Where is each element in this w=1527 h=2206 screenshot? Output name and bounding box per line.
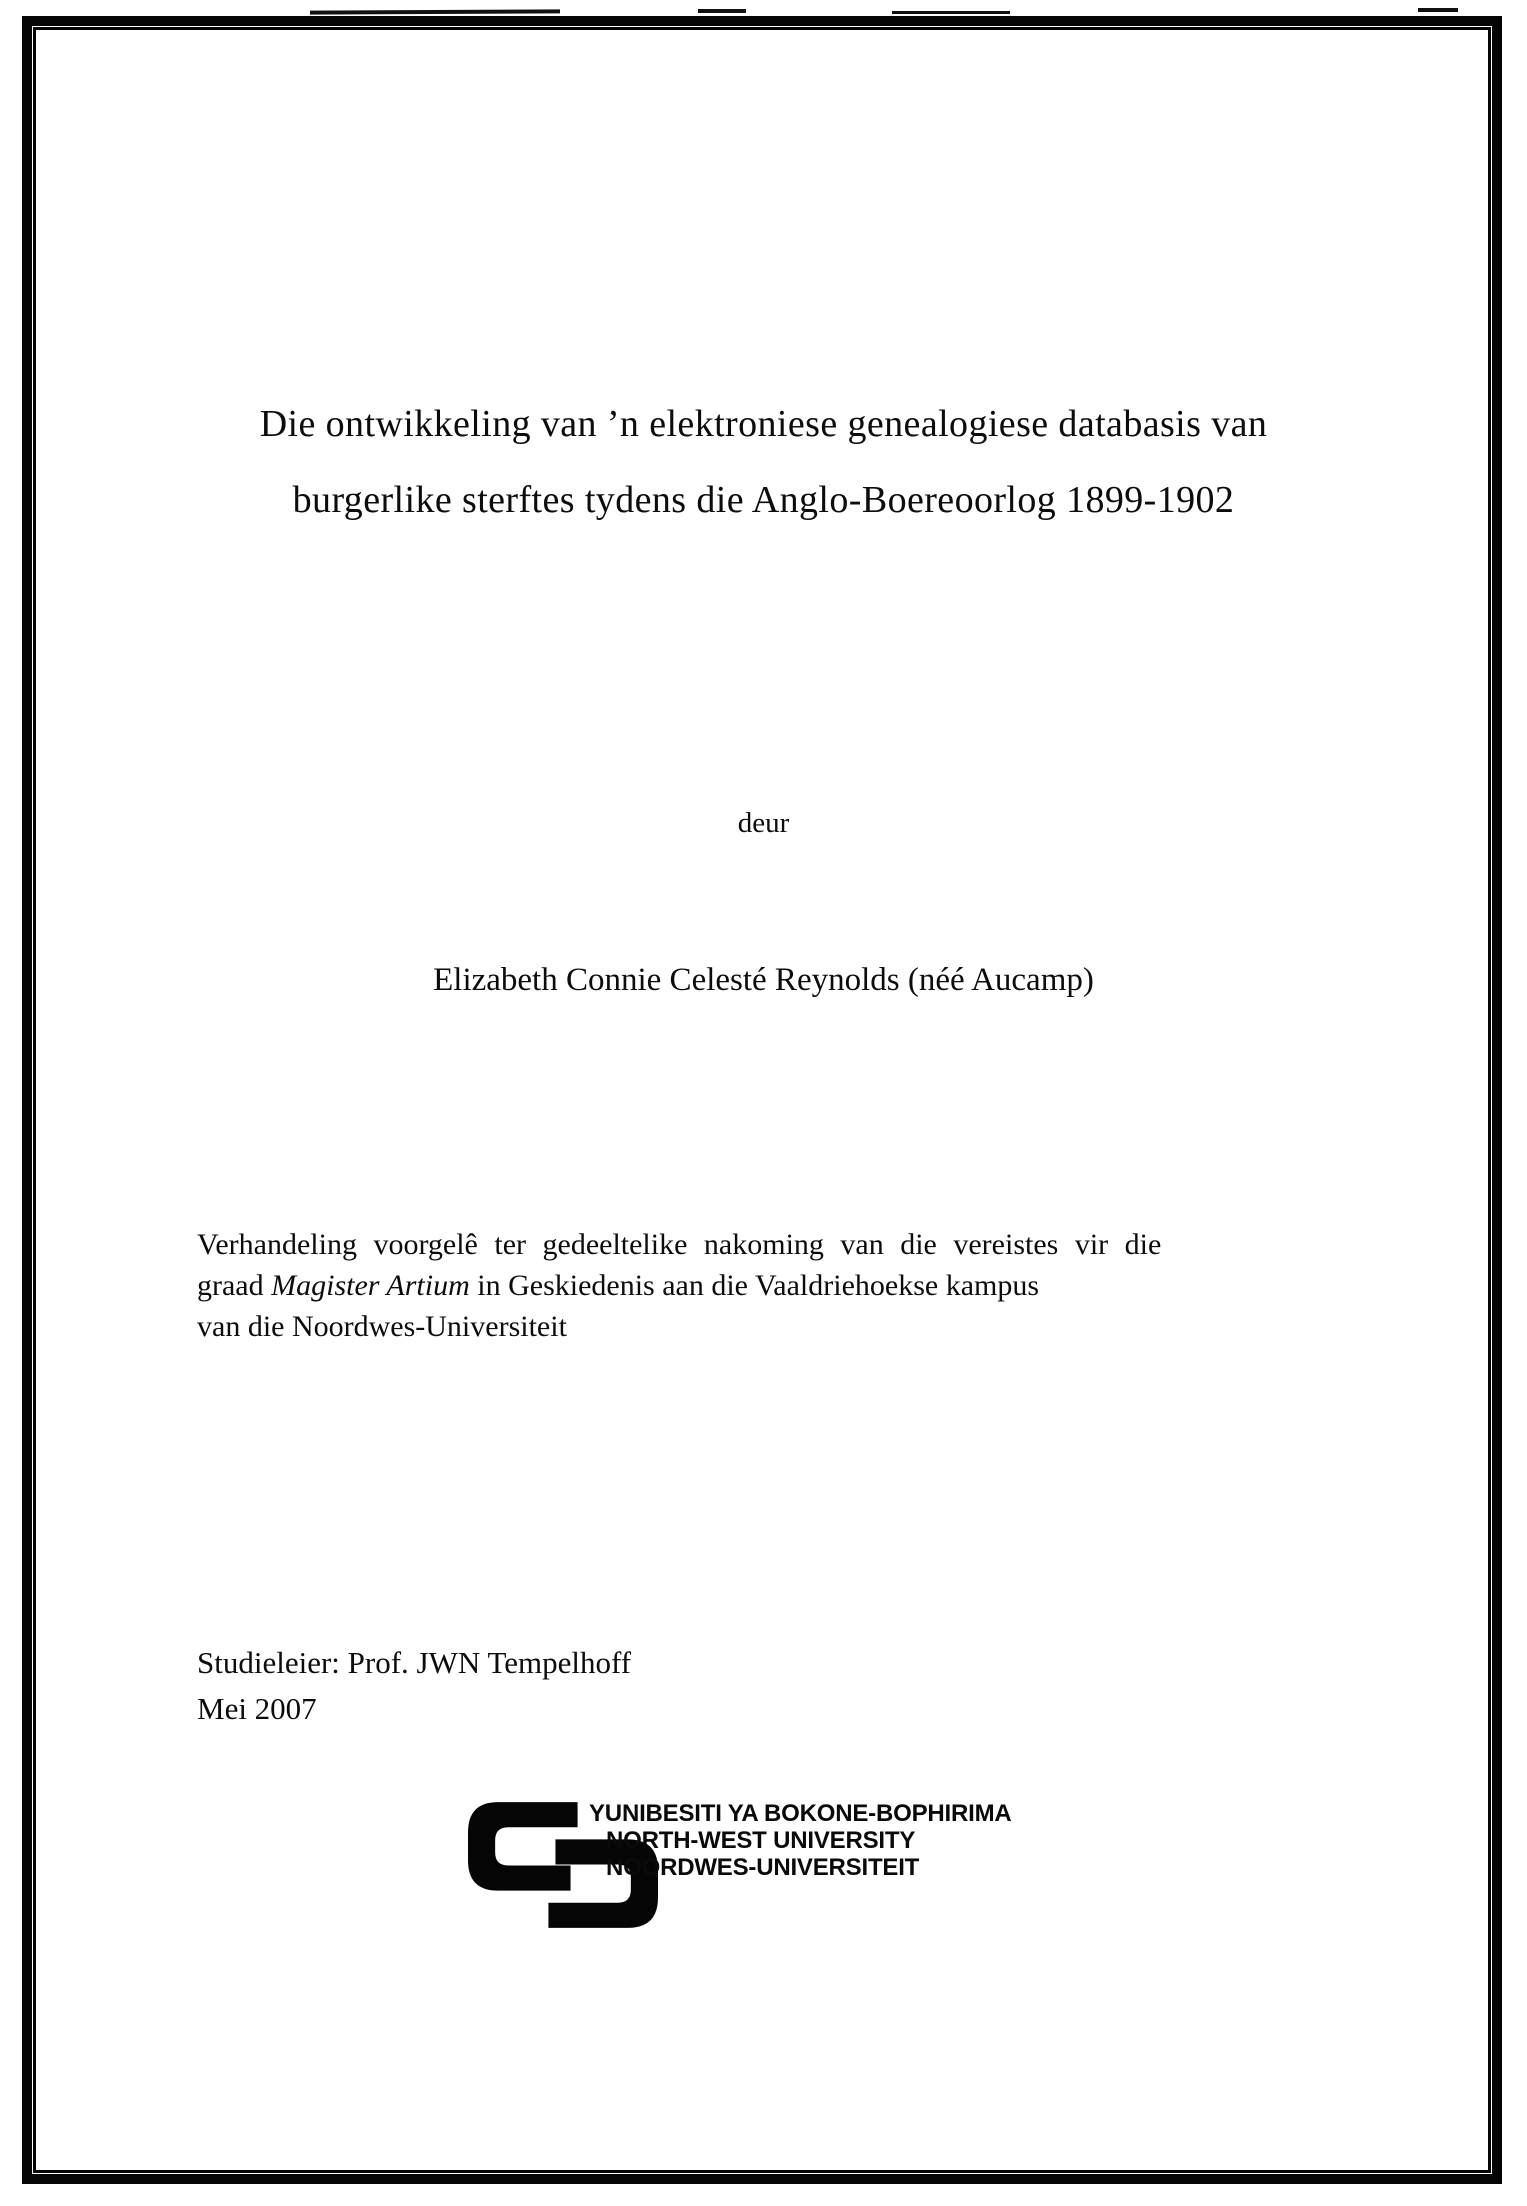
- scan-artifact: [698, 9, 746, 13]
- university-logo-text: [589, 1800, 1012, 1881]
- scan-artifact: [892, 11, 1010, 14]
- degree-statement-line-2-suffix: in Geskiedenis aan die Vaaldriehoekse kampus: [469, 1269, 1040, 1302]
- thesis-title-line-2: burgerlike sterftes tydens die Anglo-Boereoorlog 1899-1902: [292, 479, 1235, 521]
- scan-artifact: [1418, 8, 1458, 12]
- byline: deur: [737, 807, 790, 839]
- degree-name: Magister Artium: [271, 1269, 470, 1302]
- university-name-english: NORTH-WEST UNIVERSITY: [606, 1827, 916, 1854]
- date-line: Mei 2007: [197, 1691, 317, 1726]
- degree-statement-line-2: [197, 1265, 1349, 1306]
- degree-statement-line-1: Verhandeling voorgelê ter gedeeltelike nakoming van die vereistes vir die: [197, 1228, 1162, 1261]
- supervisor-line: Studieleier: Prof. JWN Tempelhoff: [197, 1645, 632, 1680]
- supervisor-block: [197, 1640, 631, 1732]
- university-name-afrikaans: NOORDWES-UNIVERSITEIT: [606, 1854, 920, 1881]
- thesis-title-line-1: Die ontwikkeling van ’n elektroniese genealogiese databasis van: [259, 403, 1268, 445]
- scan-artifact: [310, 9, 560, 14]
- degree-statement: [197, 1224, 1349, 1347]
- author-name: Elizabeth Connie Celesté Reynolds (néé Aucamp): [433, 962, 1094, 998]
- degree-statement-line-3: van die Noordwes-Universiteit: [197, 1310, 567, 1343]
- degree-statement-line-2-prefix: graad: [197, 1269, 272, 1302]
- university-name-setswana: YUNIBESITI YA BOKONE-BOPHIRIMA: [589, 1800, 1012, 1827]
- thesis-title: [60, 386, 1467, 538]
